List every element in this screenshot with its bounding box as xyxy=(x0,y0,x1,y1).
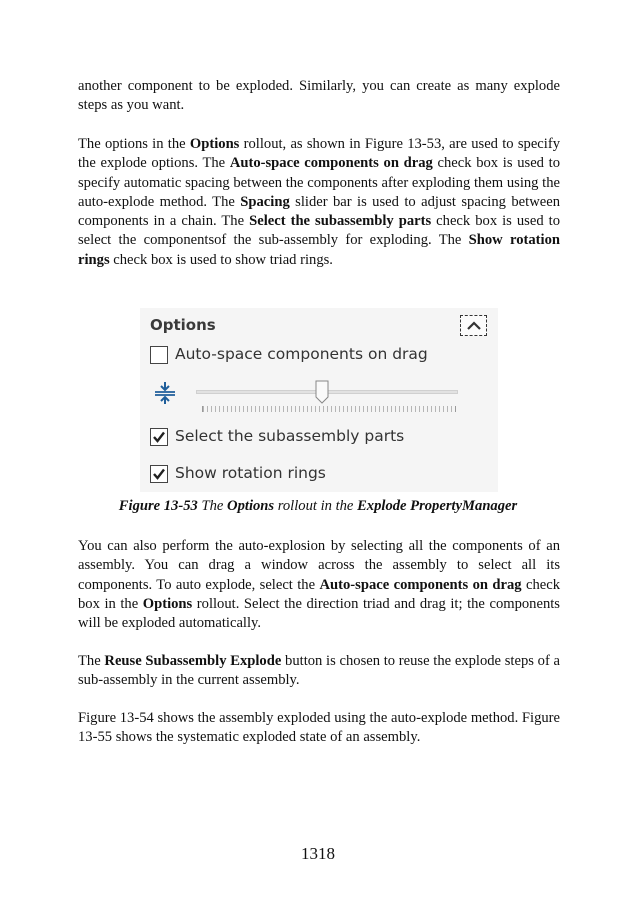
checkmark-icon xyxy=(152,467,166,481)
checkmark-icon xyxy=(152,430,166,444)
auto-space-checkbox[interactable] xyxy=(150,346,168,364)
select-subassembly-checkbox-label: Select the subassembly parts xyxy=(175,427,405,445)
paragraph-options-rollout: The options in the Options rollout, as shown in Figure 13-53, are used to specify the explode options. The Auto-space components on drag check box is used to specify automatic spacing between the components after exploding them using the auto-explode method. The Spacing slider bar is used to adjust spacing between components in a chain. The Select the subassembly parts check box is used to select the componentsof the sub-assembly for exploding. The Show rotation rings check box is used to show triad rings. xyxy=(78,136,561,268)
paragraph-explode-steps: another component to be exploded. Similarly, you can create as many explode steps as you want. xyxy=(78,78,560,114)
show-rotation-rings-checkbox[interactable] xyxy=(150,465,168,483)
spacing-slider-thumb[interactable] xyxy=(315,380,329,404)
options-rollout-figure xyxy=(140,308,498,492)
options-rollout-title: Options xyxy=(150,316,216,334)
auto-space-checkbox-label: Auto-space components on drag xyxy=(175,345,428,363)
paragraph-figure-references: Figure 13-54 shows the assembly exploded using the auto-explode method. Figure 13-55 shows the systematic exploded state of an assembly. xyxy=(78,710,560,746)
collapse-rollout-button[interactable] xyxy=(460,315,487,336)
spacing-slider-ticks xyxy=(202,406,456,412)
figure-caption: Figure 13-53 The Options rollout in the Explode PropertyManager xyxy=(118,498,518,514)
show-rotation-rings-checkbox-label: Show rotation rings xyxy=(175,464,326,482)
spacing-icon xyxy=(154,381,176,405)
paragraph-auto-explosion: You can also perform the auto-explosion by selecting all the components of an assembly. You can drag a window across the assembly to select all its components. To auto explode, select the Auto-space components on drag check box in the Options rollout. Select the direction triad and drag it; the components will be exploded automatically. xyxy=(78,538,560,632)
page-number: 1318 xyxy=(301,844,335,863)
chevron-up-icon xyxy=(466,319,482,332)
select-subassembly-checkbox[interactable] xyxy=(150,428,168,446)
paragraph-reuse-subassembly: The Reuse Subassembly Explode button is chosen to reuse the explode steps of a sub-assembly in the current assembly. xyxy=(78,653,560,689)
